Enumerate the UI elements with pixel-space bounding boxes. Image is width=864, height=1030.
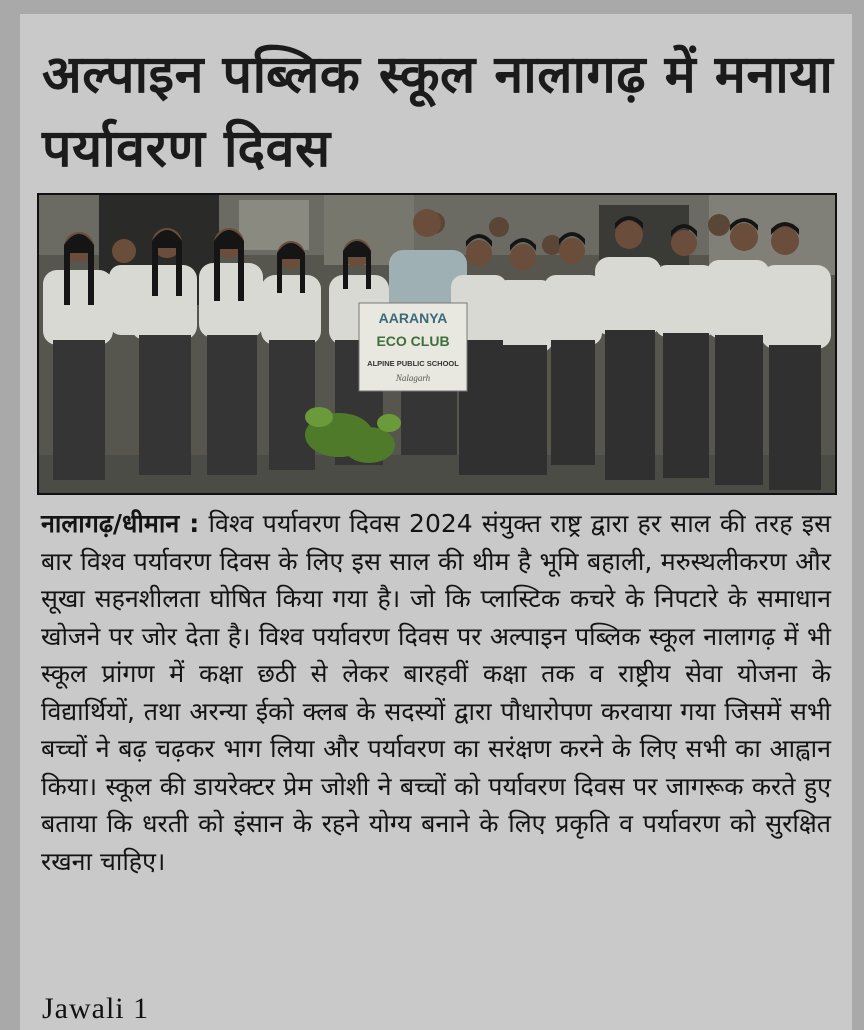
banner-line-1: AARANYA (378, 310, 448, 326)
group-photo (37, 193, 837, 495)
banner-line-2: ECO CLUB (376, 333, 450, 349)
footer-tag: Jawali 1 (42, 992, 150, 1025)
article-text: विश्व पर्यावरण दिवस 2024 संयुक्त राष्ट्र द्वारा हर साल की तरह इस बार विश्व पर्यावरण दिवस के लिए इस साल की थीम है भूमि बहाली, मरुस्थलीकरण और सूखा सहनशीलता घोषित किया गया है। जो कि प्लास्टिक कचरे के निपटारे के समाधान खोजने पर जोर देता है। विश्व पर्यावरण दिवस पर अल्पाइन पब्लिक स्कूल नालागढ़ में भी स्कूल प्रांगण में कक्षा छठी से लेकर बारहवीं कक्षा तक व राष्ट्रीय सेवा योजना के विद्यार्थियों, तथा अरन्या ईको क्लब के सदस्यों द्वारा पौधारोपण करवाया गया जिसमें सभी बच्चों ने बढ़ चढ़कर भाग लिया और पर्यावरण का सरंक्षण करने के लिए सभी का आह्वान किया। स्कूल की डायरेक्टर प्रेम जोशी ने बच्चों को पर्यावरण दिवस पर जागरूक करते हुए बताया कि धरती को इंसान के रहने योग्य बनाने के लिए प्रकृति व पर्यावरण को सुरक्षित रखना चाहिए। (41, 509, 831, 876)
banner-line-3: ALPINE PUBLIC SCHOOL (367, 359, 459, 368)
group-photo-illustration (39, 195, 835, 493)
headline: अल्पाइन पब्लिक स्कूल नालागढ़ में मनाया पर्यावरण दिवस (42, 45, 834, 179)
banner-line-4: Nalagarh (395, 373, 431, 383)
article-body (41, 505, 831, 880)
article-dateline: नालागढ़/धीमान : (41, 509, 200, 538)
eco-club-banner (359, 303, 467, 391)
